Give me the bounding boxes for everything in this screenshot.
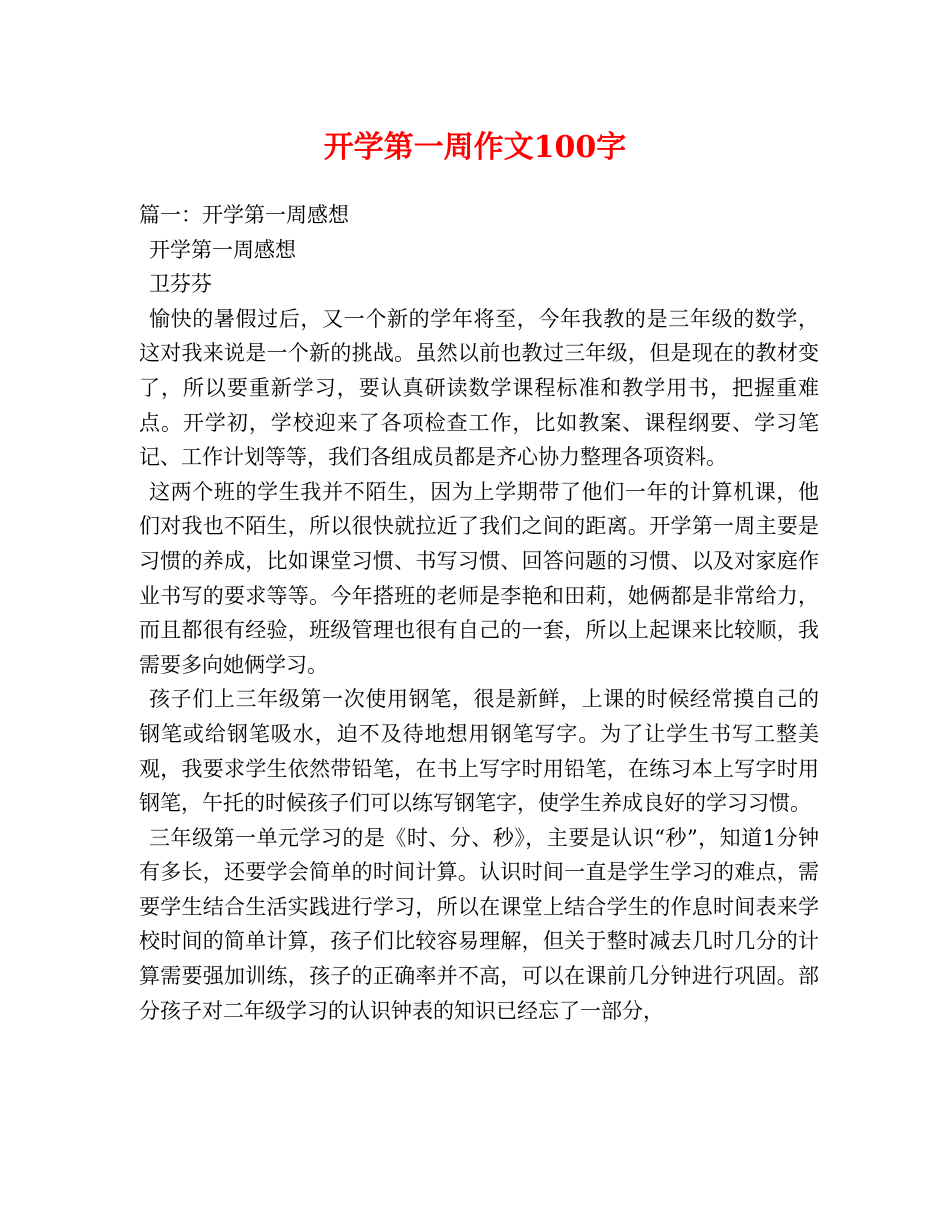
- article-subtitle: 开学第一周感想: [149, 237, 296, 262]
- document-body: [139, 198, 819, 1028]
- document-title: 开学第一周作文100字: [323, 130, 627, 165]
- paragraph: 三年级第一单元学习的是《时、分、秒》，主要是认识“秒”，知道1分钟有多长，还要学会简单的时间计算。认识时间一直是学生学习的难点，需要学生结合生活实践进行学习，所以在课堂上结合学生的作息时间表来学校时间的简单计算，孩子们比较容易理解，但关于整时减去几时几分的计算需要强加训练，孩子的正确率并不高，可以在课前几分钟进行巩固。部分孩子对二年级学习的认识钟表的知识已经忘了一部分，: [139, 825, 819, 1023]
- section-heading: 篇一：开学第一周感想: [139, 203, 349, 227]
- paragraph: 愉快的暑假过后，又一个新的学年将至，今年我教的是三年级的数学，这对我来说是一个新的挑战。虽然以前也教过三年级，但是现在的教材变了，所以要重新学习，要认真研读数学课程标准和教学用书，把握重难点。开学初，学校迎来了各项检查工作，比如教案、课程纲要、学习笔记、工作计划等等，我们各组成员都是齐心协力整理各项资料。: [139, 306, 819, 470]
- article-author: 卫芬芬: [149, 272, 212, 297]
- paragraph: 这两个班的学生我并不陌生，因为上学期带了他们一年的计算机课，他们对我也不陌生，所以很快就拉近了我们之间的距离。开学第一周主要是习惯的养成，比如课堂习惯、书写习惯、回答问题的习惯、以及对家庭作业书写的要求等等。今年搭班的老师是李艳和田莉，她俩都是非常给力，而且都很有经验，班级管理也很有自己的一套，所以上起课来比较顺，我需要多向她俩学习。: [139, 479, 819, 677]
- paragraph: 孩子们上三年级第一次使用钢笔，很是新鲜，上课的时候经常摸自己的钢笔或给钢笔吸水，迫不及待地想用钢笔写字。为了让学生书写工整美观，我要求学生依然带铅笔，在书上写字时用铅笔，在练习本上写字时用钢笔，午托的时候孩子们可以练写钢笔字，使学生养成良好的学习习惯。: [139, 687, 819, 816]
